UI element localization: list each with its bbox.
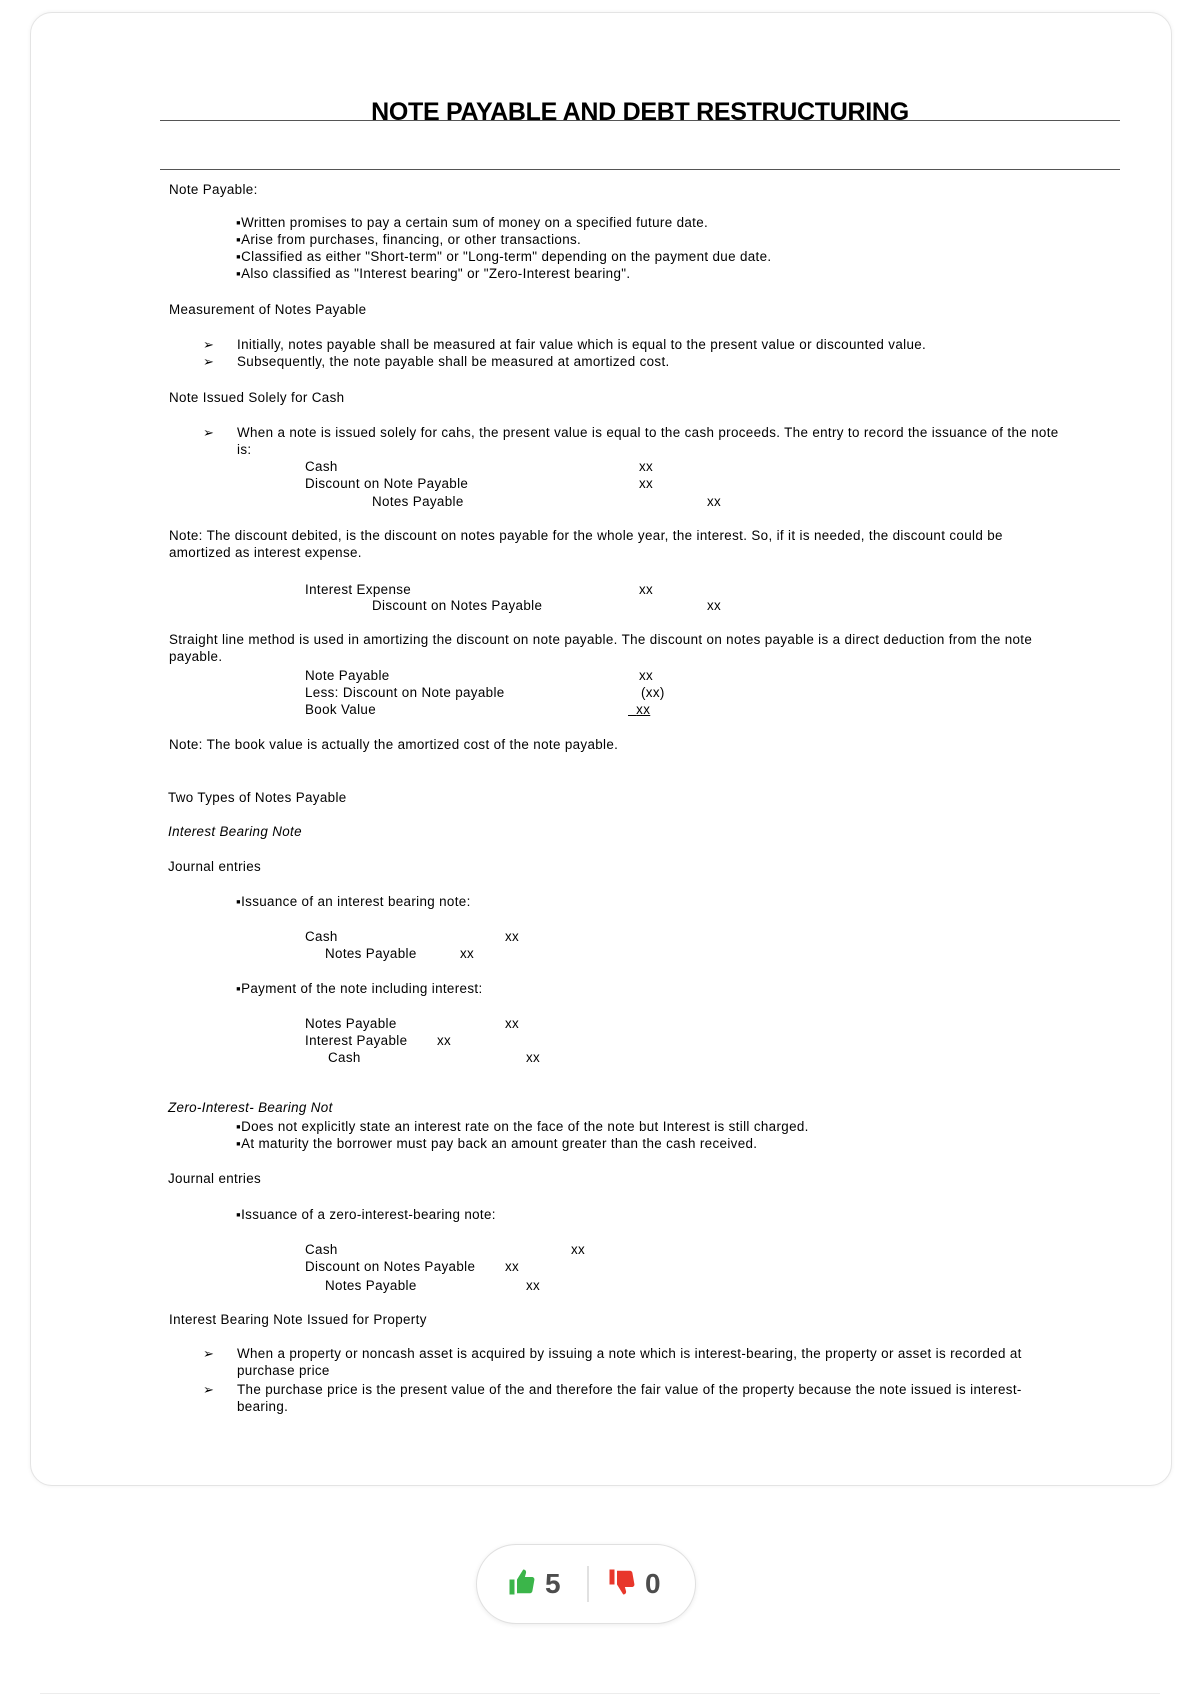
entry-amount: xx [460,946,475,961]
arrow-bullet-icon: ➢ [203,1382,214,1397]
entry-amount: xx [437,1033,452,1048]
entry-account: Discount on Notes Payable [305,1259,476,1274]
bv-amount: xx [636,702,651,717]
entry-account: Notes Payable [325,946,417,961]
entry-amount: xx [505,1259,520,1274]
bv-label: Less: Discount on Note payable [305,685,505,700]
entry-account: Discount on Note Payable [305,476,469,491]
section-heading: Two Types of Notes Payable [168,790,347,805]
section-heading: Measurement of Notes Payable [169,302,367,317]
arrow-item-cont: bearing. [237,1399,289,1414]
label-text: Journal entries [168,1171,262,1186]
label-text: Journal entries [168,859,262,874]
entry-amount: xx [571,1242,586,1257]
bv-amount: (xx) [641,685,665,700]
entry-account: Notes Payable [325,1278,417,1293]
section-heading: Interest Bearing Note Issued for Property [169,1312,427,1327]
upvote-button[interactable] [507,1565,561,1603]
thumbs-down-icon [607,1567,637,1602]
header-divider [160,169,1120,170]
bullet-item: ▪Payment of the note including interest: [236,981,483,996]
entry-amount: xx [526,1050,541,1065]
bv-amount: xx [639,668,654,683]
bullet-item: ▪Does not explicitly state an interest rate on the face of the note but Interest is still charged. [236,1119,809,1134]
section-heading: Note Payable: [169,182,258,197]
page-title: NOTE PAYABLE AND DEBT RESTRUCTURING [371,98,909,126]
entry-account: Interest Expense [305,582,412,597]
vote-divider [587,1566,589,1602]
section-heading: Note Issued Solely for Cash [169,390,345,405]
arrow-item-cont: purchase price [237,1363,330,1378]
entry-amount: xx [639,459,654,474]
bullet-item: ▪Written promises to pay a certain sum of money on a specified future date. [236,215,709,230]
downvote-button[interactable] [607,1565,661,1603]
entry-amount: xx [707,494,722,509]
entry-amount: xx [526,1278,541,1293]
thumbs-up-icon [507,1567,537,1602]
entry-amount: xx [505,1016,520,1031]
entry-amount: xx [639,582,654,597]
paragraph-text: Straight line method is used in amortizing the discount on note payable. The discount on notes payable is a direct deduction from the note [169,632,1033,647]
arrow-item: The purchase price is the present value of the and therefore the fair value of the property because the note issued is interest- [237,1382,1022,1397]
downvote-count: 0 [645,1568,661,1599]
bv-label: Book Value [305,702,376,717]
subsection-heading: Interest Bearing Note [168,824,302,839]
upvote-count: 5 [545,1568,561,1599]
bullet-item: ▪Arise from purchases, financing, or other transactions. [236,232,582,247]
paragraph-text: payable. [169,649,223,664]
arrow-item: When a note is issued solely for cahs, the present value is equal to the cash proceeds. The entry to record the issuance of the note [237,425,1059,440]
arrow-bullet-icon: ➢ [203,425,214,440]
subsection-heading: Zero-Interest- Bearing Not [168,1100,333,1115]
arrow-item-cont: is: [237,442,252,457]
footer-divider [40,1693,1160,1694]
note-text: Note: The book value is actually the amortized cost of the note payable. [169,737,619,752]
bullet-item: ▪At maturity the borrower must pay back an amount greater than the cash received. [236,1136,758,1151]
entry-account: Notes Payable [305,1016,397,1031]
arrow-item: When a property or noncash asset is acquired by issuing a note which is interest-bearing, the property or asset is recorded at [237,1346,1022,1361]
arrow-item: Subsequently, the note payable shall be measured at amortized cost. [237,354,670,369]
vote-widget [476,1544,696,1624]
entry-account: Notes Payable [372,494,464,509]
note-text: Note: The discount debited, is the discount on notes payable for the whole year, the interest. So, if it is needed, the discount could be [169,528,1003,543]
bullet-item: ▪Issuance of an interest bearing note: [236,894,471,909]
bv-label: Note Payable [305,668,390,683]
note-text: amortized as interest expense. [169,545,362,560]
entry-account: Cash [305,929,338,944]
entry-account: Cash [328,1050,361,1065]
entry-amount: xx [639,476,654,491]
bullet-item: ▪Issuance of a zero-interest-bearing note: [236,1207,496,1222]
arrow-item: Initially, notes payable shall be measured at fair value which is equal to the present value or discounted value. [237,337,927,352]
entry-account: Interest Payable [305,1033,408,1048]
bullet-item: ▪Classified as either "Short-term" or "Long-term" depending on the payment due date. [236,249,772,264]
entry-account: Discount on Notes Payable [372,598,543,613]
entry-amount: xx [707,598,722,613]
entry-account: Cash [305,459,338,474]
entry-account: Cash [305,1242,338,1257]
bullet-item: ▪Also classified as "Interest bearing" or "Zero-Interest bearing". [236,266,631,281]
arrow-bullet-icon: ➢ [203,337,214,352]
arrow-bullet-icon: ➢ [203,1346,214,1361]
arrow-bullet-icon: ➢ [203,354,214,369]
entry-amount: xx [505,929,520,944]
